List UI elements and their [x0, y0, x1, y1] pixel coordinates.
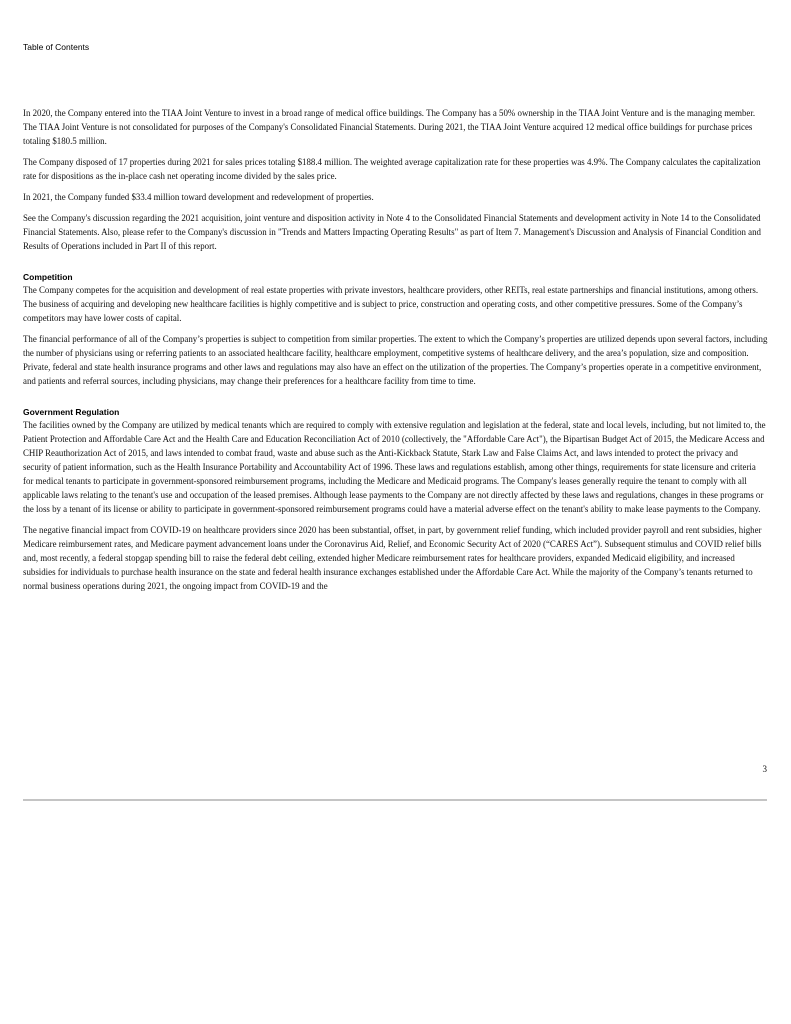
section-spacer	[23, 395, 768, 407]
paragraph-tiaa-joint-venture: In 2020, the Company entered into the TIAA Joint Venture to invest in a broad range of medical office buildings. The Company has a 50% ownership in the TIAA Joint Venture and is the managing member. The TIAA Joint Venture is not consolidated for purposes of the Company's Consolidated Financial Statements. During 2021, the TIAA Joint Venture acquired 12 medical office buildings for purchase prices totaling $180.5 million.	[23, 108, 756, 146]
paragraph-note-references: See the Company's discussion regarding the 2021 acquisition, joint venture and disposition activity in Note 4 to the Consolidated Financial Statements and development activity in Note 14 to the Consolidated Financial Statements. Also, please refer to the Company's discussion in "Trends and Matters Impacting Operating Results" as part of Item 7. Management's Discussion and Analysis of Financial Condition and Results of Operations included in Part II of this report.	[23, 213, 761, 251]
paragraph-regulation-2: The negative financial impact from COVID-19 on healthcare providers since 2020 has been substantial, offset, in part, by government relief funding, which included provider payroll and rent subsidies, higher Medicare reimbursement rates, and Medicare payment advancement loans under the Coronavirus Aid, Relief, and Economic Security Act of 2020 (“CARES Act”). Subsequent stimulus and COVID relief bills and, most recently, a federal stopgap spending bill to raise the federal debt ceiling, extended higher Medicare reimbursement rates for healthcare providers, expanded Medicaid eligibility, and increased subsidies for individuals to purchase health insurance on the state and federal health insurance exchanges established under the Affordable Care Act. While the majority of the Company’s tenants returned to normal business operations during 2021, the ongoing impact from COVID-19 and the	[23, 525, 762, 591]
competition-heading: Competition	[23, 272, 73, 282]
paragraph-competition-1: The Company competes for the acquisition and development of real estate properties with private investors, healthcare providers, other REITs, real estate partnerships and financial institutions, among others. The business of acquiring and developing new healthcare facilities is highly competitive and is subject to price, construction and operating costs, and other competitive pressures. Some of the Company’s competitors may have lower costs of capital.	[23, 285, 759, 323]
paragraph-dispositions: The Company disposed of 17 properties during 2021 for sales prices totaling $188.4 million. The weighted average capitalization rate for these properties was 4.9%. The Company calculates the capitalization rate for dispositions as the in-place cash net operating income divided by the sales price.	[23, 157, 761, 181]
section-spacer	[23, 260, 768, 272]
government-regulation-heading: Government Regulation	[23, 407, 120, 417]
document-body	[23, 106, 768, 600]
paragraph-competition-2: The financial performance of all of the Company’s properties is subject to competition from similar properties. The extent to which the Company’s properties are utilized depends upon several factors, including the number of physicians using or referring patients to an associated healthcare facility, healthcare employment, competitive systems of healthcare delivery, and the area’s population, size and composition. Private, federal and state health insurance programs and other laws and regulations may also have an effect on the utilization of the properties. The Company’s properties operate in a competitive environment, and patients and referral sources, including physicians, may change their preferences for a healthcare facility from time to time.	[23, 334, 768, 386]
page-divider	[23, 799, 767, 801]
paragraph-development-funding: In 2021, the Company funded $33.4 million toward development and redevelopment of properties.	[23, 192, 374, 202]
page-number: 3	[762, 764, 767, 774]
paragraph-regulation-1: The facilities owned by the Company are utilized by medical tenants which are required to comply with extensive regulation and legislation at the federal, state and local levels, including, but not limited to, the Patient Protection and Affordable Care Act and the Health Care and Education Reconciliation Act of 2010 (collectively, the "Affordable Care Act"), the Bipartisan Budget Act of 2015, the Medicare Access and CHIP Reauthorization Act of 2015, and laws intended to combat fraud, waste and abuse such as the Anti-Kickback Statute, Stark Law and False Claims Act, and laws intended to protect the privacy and security of patient information, such as the Health Insurance Portability and Accountability Act of 1996. These laws and regulations establish, among other things, requirements for state licensure and criteria for medical tenants to participate in government-sponsored reimbursement programs, including the Medicare and Medicaid programs. The Company's leases generally require the tenant to comply with all applicable laws relating to the tenant's use and occupation of the leased premises. Although lease payments to the Company are not directly affected by these laws and regulations, changes in these programs or the loss by a tenant of its license or ability to participate in government-sponsored reimbursement programs could have a material adverse effect on the tenant's ability to make lease payments to the Company.	[23, 420, 766, 514]
table-of-contents-link[interactable]: Table of Contents	[23, 42, 90, 52]
